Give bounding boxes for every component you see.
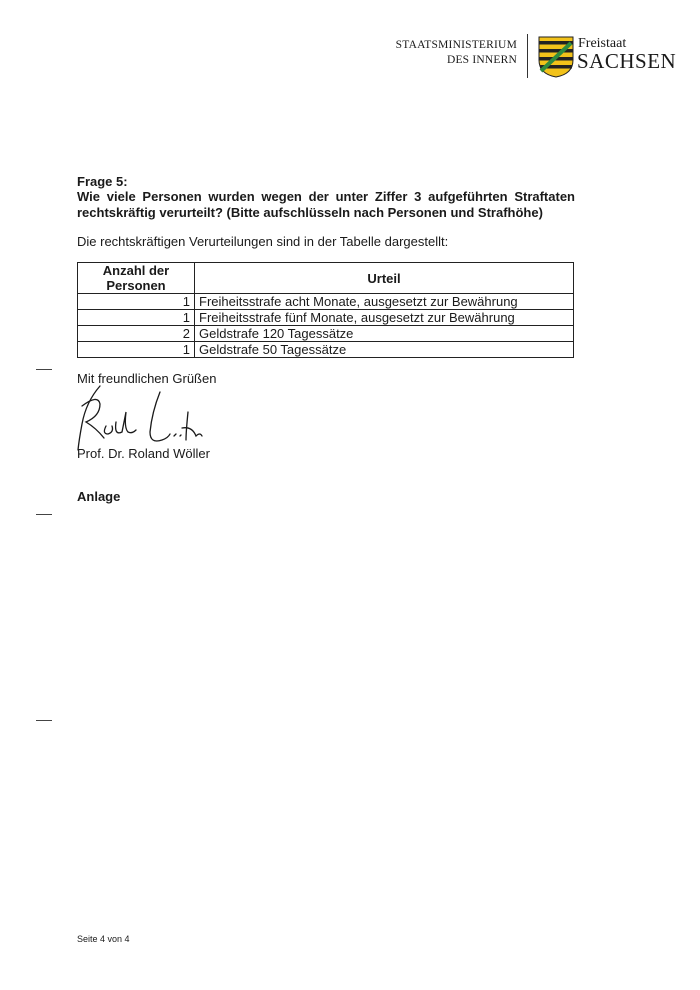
table-header-row (78, 263, 574, 294)
state-label-small: Freistaat (578, 36, 627, 51)
signer-name: Prof. Dr. Roland Wöller (77, 446, 210, 461)
row-verdict: Freiheitsstrafe acht Monate, ausgesetzt zur Bewährung (195, 294, 574, 310)
question-number: Frage 5: (77, 174, 128, 189)
question-text: Wie viele Personen wurden wegen der unter Ziffer 3 aufgeführten Straftaten rechtskräftig verurteilt? (Bitte aufschlüsseln nach Personen und Strafhöhe) (77, 189, 575, 220)
fold-mark (36, 369, 52, 370)
ministry-line-1: STAATSMINISTERIUM (395, 39, 517, 51)
fold-mark (36, 720, 52, 721)
verdict-table (77, 262, 574, 358)
table-row (78, 342, 574, 358)
row-count: 1 (78, 294, 195, 310)
table-row (78, 310, 574, 326)
row-verdict: Geldstrafe 50 Tagessätze (195, 342, 574, 358)
signature-image (70, 382, 220, 454)
table-row (78, 326, 574, 342)
row-verdict: Geldstrafe 120 Tagessätze (195, 326, 574, 342)
ministry-name (380, 38, 517, 68)
page-number: Seite 4 von 4 (77, 934, 130, 944)
row-count: 1 (78, 310, 195, 326)
closing-greeting: Mit freundlichen Grüßen (77, 371, 217, 386)
header-divider (527, 34, 528, 78)
punch-mark (36, 514, 52, 515)
saxony-crest-icon (538, 36, 574, 78)
state-label-large: SACHSEN (577, 49, 677, 73)
row-count: 2 (78, 326, 195, 342)
answer-intro: Die rechtskräftigen Verurteilungen sind in der Tabelle dargestellt: (77, 234, 449, 249)
table-row (78, 294, 574, 310)
column-header-count: Anzahl der Personen (78, 263, 195, 294)
attachment-label: Anlage (77, 489, 121, 504)
column-header-verdict: Urteil (195, 263, 574, 294)
ministry-line-2: DES INNERN (446, 54, 517, 66)
row-count: 1 (78, 342, 195, 358)
row-verdict: Freiheitsstrafe fünf Monate, ausgesetzt zur Bewährung (195, 310, 574, 326)
